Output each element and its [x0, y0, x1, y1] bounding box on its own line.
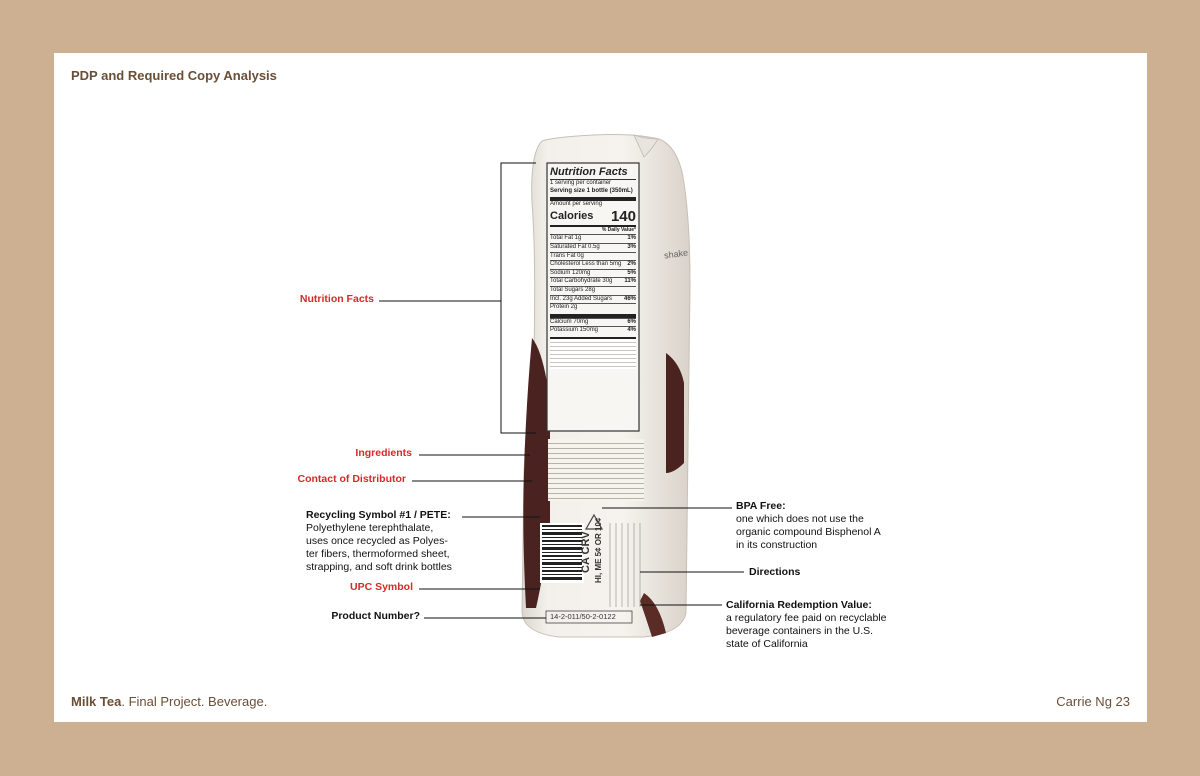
nf-nutrient-dv: 3%: [627, 243, 636, 250]
slide: [54, 53, 1147, 722]
nf-nutrient-name: Sodium 120mg: [550, 269, 591, 276]
nf-nutrient-dv: 46%: [623, 295, 636, 302]
recycling-head: Recycling Symbol #1 / PETE:: [306, 509, 451, 521]
recycling-body-3: ter fibers, thermoformed sheet,: [306, 548, 450, 560]
nf-nutrient-name: Protein 2g: [550, 304, 578, 311]
nf-calories-label: Calories: [550, 209, 594, 222]
crv-print: CA CRV: [580, 531, 592, 573]
nf-nutrient-name: Incl. 23g Added Sugars: [550, 295, 613, 302]
nf-mineral-dv: 6%: [627, 318, 636, 325]
bpa-body-3: in its construction: [736, 539, 818, 551]
bpa-body-1: one which does not use the: [736, 513, 864, 525]
nf-nutrient-dv: 2%: [627, 261, 636, 268]
nf-nutrient-name: Total Carbohydrate 30g: [550, 278, 613, 285]
nf-servings: 1 serving per container: [550, 179, 636, 188]
footer-project: [71, 694, 267, 709]
nf-dv-header: % Daily Value*: [601, 226, 636, 233]
recycling-body-1: Polyethylene terephthalate,: [306, 522, 434, 534]
label-bpa-free: [736, 500, 916, 552]
product-code-print: 14-2-011/50-2-0122: [550, 612, 616, 621]
label-product-number: Product Number?: [331, 610, 420, 622]
footer-author-page: Carrie Ng 23: [1056, 694, 1130, 709]
recycling-body-2: uses once recycled as Polyes-: [306, 535, 448, 547]
nf-nutrient-name: Cholesterol Less than 5mg: [550, 261, 622, 268]
side-print: shake: [663, 247, 689, 261]
crv-body-1: a regulatory fee paid on recyclable: [726, 612, 887, 624]
label-contact-distributor: Contact of Distributor: [297, 473, 406, 485]
nf-serving-size: Serving size 1 bottle (350mL): [550, 187, 633, 194]
redemption-print: HI, ME 5¢ OR 10¢: [594, 517, 603, 583]
nf-mineral-name: Calcium 70mg: [550, 318, 589, 325]
bpa-body-2: organic compound Bisphenol A: [736, 526, 881, 538]
nf-amount: Amount per serving: [550, 197, 636, 209]
nf-nutrient-name: Trans Fat 0g: [550, 252, 584, 259]
nutrition-bracket: [501, 163, 536, 433]
crv-body-2: beverage containers in the U.S.: [726, 625, 874, 637]
footer-project-bold: Milk Tea: [71, 694, 122, 709]
crv-head: California Redemption Value:: [726, 599, 872, 611]
nf-nutrient-dv: 11%: [624, 278, 636, 285]
crv-body-3: state of California: [726, 638, 808, 650]
label-upc: UPC Symbol: [349, 581, 413, 593]
recycling-body-4: strapping, and soft drink bottles: [306, 561, 452, 573]
nf-nutrient-name: Total Fat 1g: [550, 235, 582, 242]
nf-nutrient-name: Total Sugars 28g: [550, 286, 596, 293]
nf-nutrient-dv: 5%: [627, 269, 636, 276]
label-ingredients: Ingredients: [355, 447, 412, 459]
nf-calories-value: 140: [610, 207, 636, 225]
nf-nutrient-name: Saturated Fat 0.5g: [550, 243, 600, 250]
label-recycling: [306, 509, 466, 574]
nf-nutrient-dv: 1%: [627, 235, 636, 242]
nf-title: Nutrition Facts: [550, 166, 628, 178]
bpa-head: BPA Free:: [736, 500, 786, 512]
label-directions: Directions: [749, 566, 801, 578]
footer-project-rest: . Final Project. Beverage.: [121, 694, 268, 709]
nf-mineral-dv: 4%: [627, 327, 636, 334]
label-crv: [726, 599, 916, 651]
callout-lines: [54, 53, 1147, 722]
label-nutrition-facts: Nutrition Facts: [299, 293, 374, 305]
slide-title: PDP and Required Copy Analysis: [71, 68, 277, 83]
nf-mineral-name: Potassium 150mg: [550, 327, 599, 334]
